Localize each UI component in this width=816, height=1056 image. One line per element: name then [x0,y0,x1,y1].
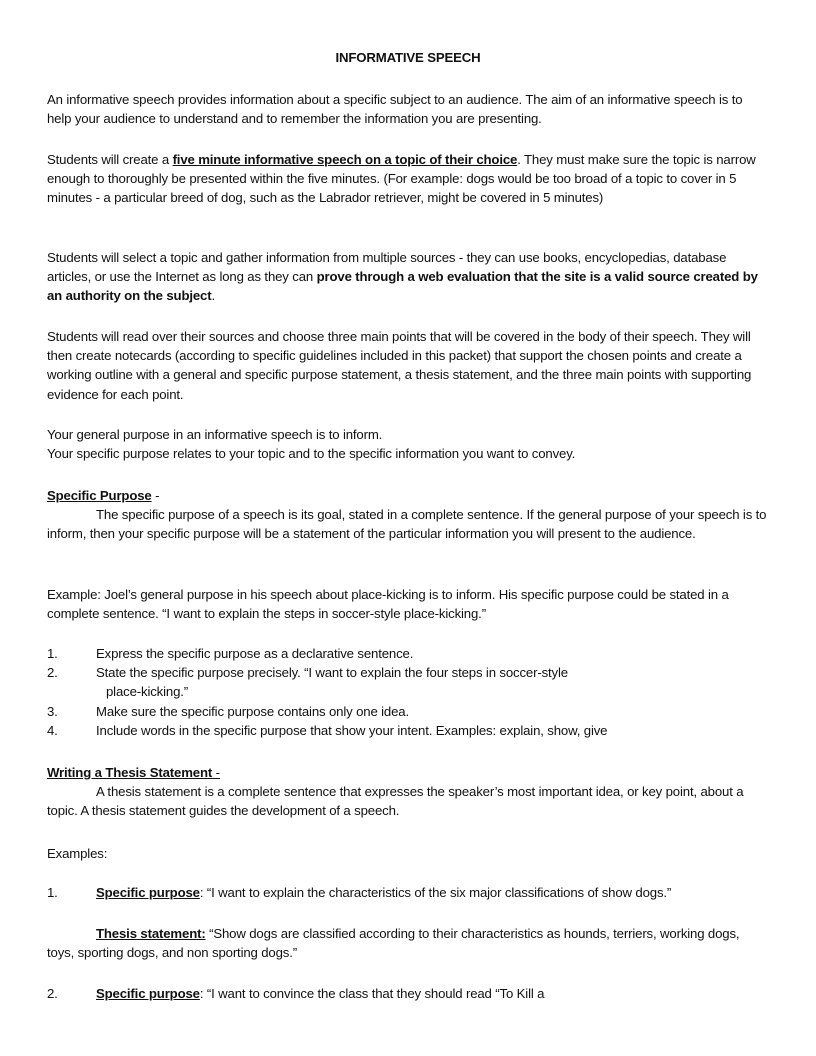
example-1-number: 1. [47,885,58,900]
specific-purpose-line: Your specific purpose relates to your topic and to the specific information you want to convey. [47,446,576,462]
sources-text-end: . [211,288,215,304]
thesis-heading [47,763,769,782]
example-1-purpose [47,883,769,902]
sources-paragraph [47,248,769,306]
thesis-body: A thesis statement is a complete sentence that expresses the speaker’s most important idea, or key point, about a topic. A thesis statement guides the development of a speech. [47,784,744,819]
example-1-thesis-text: “Show dogs are classified according to their characteristics as hounds, terriers, working dogs, toys, sporting dogs, and non sporting dogs.” [47,926,740,961]
list-item-number: 4. [47,722,58,738]
example-1-thesis [47,924,769,962]
specific-purpose-heading [47,486,769,505]
example-2 [47,984,769,1003]
example-1-thesis-label: Thesis statement: [96,926,206,941]
list-item-number: 1. [47,646,58,661]
thesis-heading-suffix: - [212,765,220,780]
list-item [47,644,769,663]
document-title: INFORMATIVE SPEECH [335,50,481,65]
list-item-text: Make sure the specific purpose contains only one idea. [96,703,409,719]
list-item-text: Include words in the specific purpose that show your intent. Examples: explain, show, give [96,722,608,738]
list-item-number: 3. [47,703,58,719]
assignment-text-start: Students will create a [47,152,173,167]
example-2-number: 2. [47,986,58,1001]
example-1-purpose-label: Specific purpose [96,885,200,900]
list-item [47,663,769,701]
thesis-heading-label: Writing a Thesis Statement [47,765,213,780]
list-item-text: Express the specific purpose as a declarative sentence. [96,646,414,661]
example-1-purpose-text: : “I want to explain the characteristics of the six major classifications of show dogs.” [199,885,672,900]
purpose-lines [47,425,769,463]
list-item-number: 2. [47,665,58,681]
sources-emphasis: prove through a web evaluation that the site is a valid source created by an authority on the subject [47,269,758,304]
list-item-text: State the specific purpose precisely. “I want to explain the four steps in soccer-style [96,665,568,681]
assignment-paragraph [47,150,769,208]
examples-label: Examples: [47,846,108,861]
assignment-text-end: . They must make sure the topic is narrow enough to thoroughly be presented within the five minutes. (For example: dogs would be too broad of a topic to cover in 5 minutes - a particular breed of dog, such as the Labrador retriever, might be covered in 5 minutes) [47,152,756,206]
assignment-emphasis: five minute informative speech on a topic of their choice [172,152,518,167]
example-2-purpose-label: Specific purpose [96,986,200,1001]
list-item-continuation: place-kicking.” [106,684,189,700]
specific-purpose-heading-suffix: - [151,488,160,503]
purpose-rules-list [47,644,769,740]
sources-text-start: Students will select a topic and gather information from multiple sources - they can use books, encyclopedias, database articles, or use the Internet as long as they can [47,250,727,285]
specific-purpose-body: The specific purpose of a speech is its goal, stated in a complete sentence. If the general purpose of your speech is to inform, then your specific purpose will be a statement of the particular information you will present to the audience. [47,507,767,542]
specific-purpose-heading-label: Specific Purpose [47,488,152,503]
example-2-purpose [47,984,769,1003]
example-paragraph: Example: Joel’s general purpose in his speech about place-kicking is to inform. His specific purpose could be stated in a complete sentence. “I want to explain the steps in soccer-style place-kicking.” [47,587,729,622]
list-item [47,702,769,721]
thesis-section [47,763,769,821]
general-purpose-line: Your general purpose in an informative speech is to inform. [47,427,383,442]
specific-purpose-section [47,486,769,544]
example-1 [47,883,769,902]
example-2-purpose-text: : “I want to convince the class that they should read “To Kill a [199,986,545,1001]
notecards-paragraph: Students will read over their sources and choose three main points that will be covered in the body of their speech. They will then create notecards (according to specific guidelines included in this packet) that support the chosen points and create a working outline with a general and specific purpose statement, a thesis statement, and the three main points with supporting evidence for each point. [47,329,752,402]
list-item [47,721,769,740]
intro-paragraph: An informative speech provides information about a specific subject to an audience. The aim of an informative speech is to help your audience to understand and to remember the information you are presenting. [47,92,743,127]
